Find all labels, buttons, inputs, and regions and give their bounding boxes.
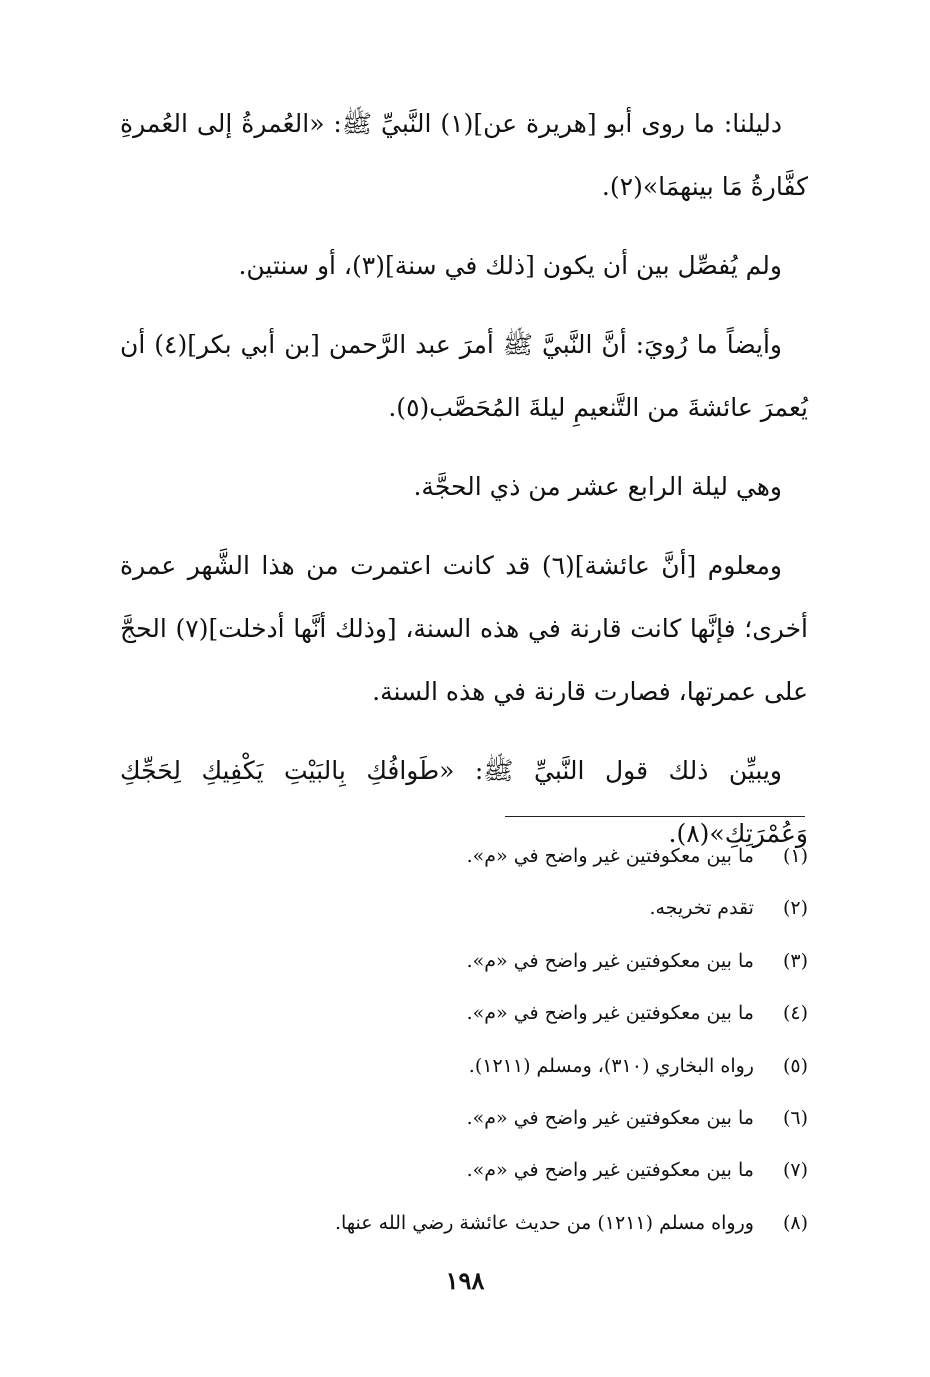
main-text: [120, 92, 808, 881]
footnote-text: تقدم تخريجه.: [649, 897, 754, 920]
paragraph-tanim-narration: وأيضاً ما رُويَ: أنَّ النَّبيَّ ﷺ أمرَ عبد الرَّحمن [بن أبي بكر](٤) أن يُعمرَ عائشةَ من التَّنعيمِ ليلةَ المُحَصَّب(٥).: [120, 330, 808, 422]
footnote-divider: [505, 816, 805, 817]
footnote-text: ورواه مسلم (١٢١١) من حديث عائشة رضي الله عنها.: [334, 1211, 754, 1234]
footnote-text: رواه البخاري (٣١٠)، ومسلم (١٢١١).: [468, 1054, 754, 1077]
footnote-number: (٨): [782, 1211, 808, 1234]
paragraph-evidence: دليلنا: ما روى أبو [هريرة عن](١) النَّبيِّ ﷺ: «العُمرةُ إلى العُمرةِ كفَّارةُ مَا بينهمَا»(٢).: [120, 109, 808, 201]
footnote: [108, 1092, 808, 1144]
footnote: [108, 1040, 808, 1092]
footnote-number: (٣): [782, 949, 808, 972]
footnote-number: (٦): [782, 1106, 808, 1129]
footnote: [108, 1144, 808, 1196]
footnote: [108, 1197, 808, 1249]
paragraph-aisha-umrah: ومعلوم [أنَّ عائشة](٦) قد كانت اعتمرت من هذا الشَّهر عمرة أخرى؛ فإنَّها كانت قارنة في هذه السنة، [وذلك أنَّها أدخلت](٧) الحجَّ على عمرتها، فصارت قارنة في هذه السنة.: [120, 551, 808, 706]
footnote: [108, 882, 808, 934]
footnote-number: (٥): [782, 1054, 808, 1077]
footnotes: [108, 830, 808, 1249]
paragraph-night-fourteenth: وهي ليلة الرابع عشر من ذي الحجَّة.: [413, 472, 782, 501]
footnote-number: (٧): [782, 1159, 808, 1182]
footnote-text: ما بين معكوفتين غير واضح في «م».: [466, 1106, 754, 1129]
footnote-number: (٢): [782, 897, 808, 920]
page-number: ١٩٨: [445, 1266, 485, 1295]
footnote-number: (١): [782, 845, 808, 867]
footnote-text: ما بين معكوفتين غير واضح في «م».: [466, 949, 754, 972]
footnote: [108, 987, 808, 1039]
footnote: [108, 935, 808, 987]
footnote-text: ما بين معكوفتين غير واضح في «م».: [466, 1159, 754, 1182]
footnote-number: (٤): [782, 1002, 808, 1025]
paragraph-tawaf-hadith: ويبيِّن ذلك قول النَّبيِّ ﷺ: «طَوافُكِ بِالبَيْتِ يَكْفِيكِ لِحَجِّكِ وَعُمْرَتِكِ»(٨).: [120, 756, 808, 848]
footnote-text: ما بين معكوفتين غير واضح في «م».: [466, 845, 754, 867]
footnote-text: ما بين معكوفتين غير واضح في «م».: [466, 1002, 754, 1025]
footnote: [108, 830, 808, 882]
paragraph-no-distinction: ولم يُفصِّل بين أن يكون [ذلك في سنة](٣)، أو سنتين.: [238, 251, 782, 280]
